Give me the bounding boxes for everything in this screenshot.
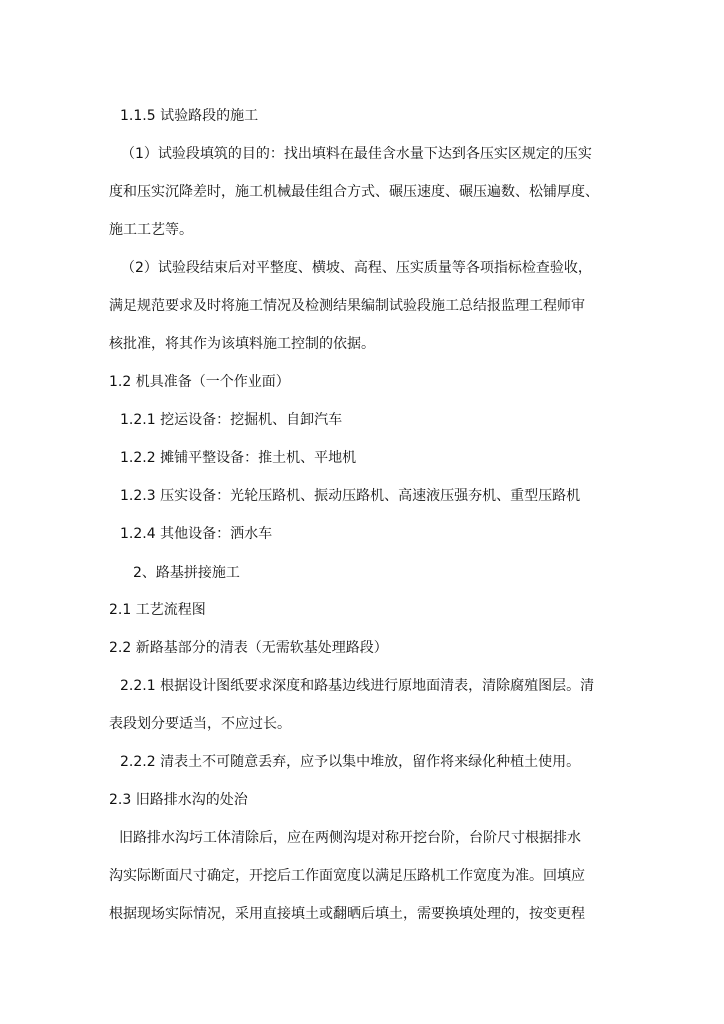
heading-1-1-5: 1.1.5 试验路段的施工: [120, 108, 259, 124]
heading-2-3: 2.3 旧路排水沟的处治: [109, 792, 248, 808]
paragraph-line: （1）试验段填筑的目的：找出填料在最佳含水量下达到各压实区规定的压实: [121, 146, 592, 162]
paragraph-line: 满足规范要求及时将施工情况及检测结果编制试验段施工总结报监理工程师审: [109, 298, 585, 314]
paragraph-line: （2）试验段结束后对平整度、横坡、高程、压实质量等各项指标检查验收，: [121, 260, 592, 276]
paragraph-line: 沟实际断面尺寸确定，开挖后工作面宽度以满足压路机工作宽度为准。回填应: [109, 868, 585, 884]
paragraph-line: 旧路排水沟圬工体清除后，应在两侧沟堤对称开挖台阶，台阶尺寸根据排水: [119, 830, 581, 846]
paragraph-line: 度和压实沉降差时，施工机械最佳组合方式、碾压速度、碾压遍数、松铺厚度、: [109, 184, 599, 200]
paragraph-line: 核批准，将其作为该填料施工控制的依据。: [109, 336, 375, 352]
paragraph-line: 施工工艺等。: [109, 222, 193, 238]
paragraph-line: 根据现场实际情况，采用直接填土或翻晒后填土，需要换填处理的，按变更程: [109, 906, 585, 922]
paragraph-line: 2.2.2 清表土不可随意丢弃，应予以集中堆放，留作将来绿化种植土使用。: [120, 754, 581, 770]
heading-2-1: 2.1 工艺流程图: [109, 602, 206, 618]
heading-2-2: 2.2 新路基部分的清表（无需软基处理路段）: [109, 640, 388, 656]
list-item: 1.2.2 摊铺平整设备：推土机、平地机: [120, 450, 357, 466]
list-item: 1.2.4 其他设备：洒水车: [120, 526, 273, 542]
heading-1-2: 1.2 机具准备（一个作业面）: [109, 374, 290, 390]
paragraph-line: 表段划分要适当，不应过长。: [109, 716, 291, 732]
heading-2: 2、路基拼接施工: [133, 565, 240, 581]
list-item: 1.2.1 挖运设备：挖掘机、自卸汽车: [120, 412, 343, 428]
list-item: 1.2.3 压实设备：光轮压路机、振动压路机、高速液压强夯机、重型压路机: [120, 488, 581, 504]
paragraph-line: 2.2.1 根据设计图纸要求深度和路基边线进行原地面清表，清除腐殖图层。清: [120, 678, 595, 694]
